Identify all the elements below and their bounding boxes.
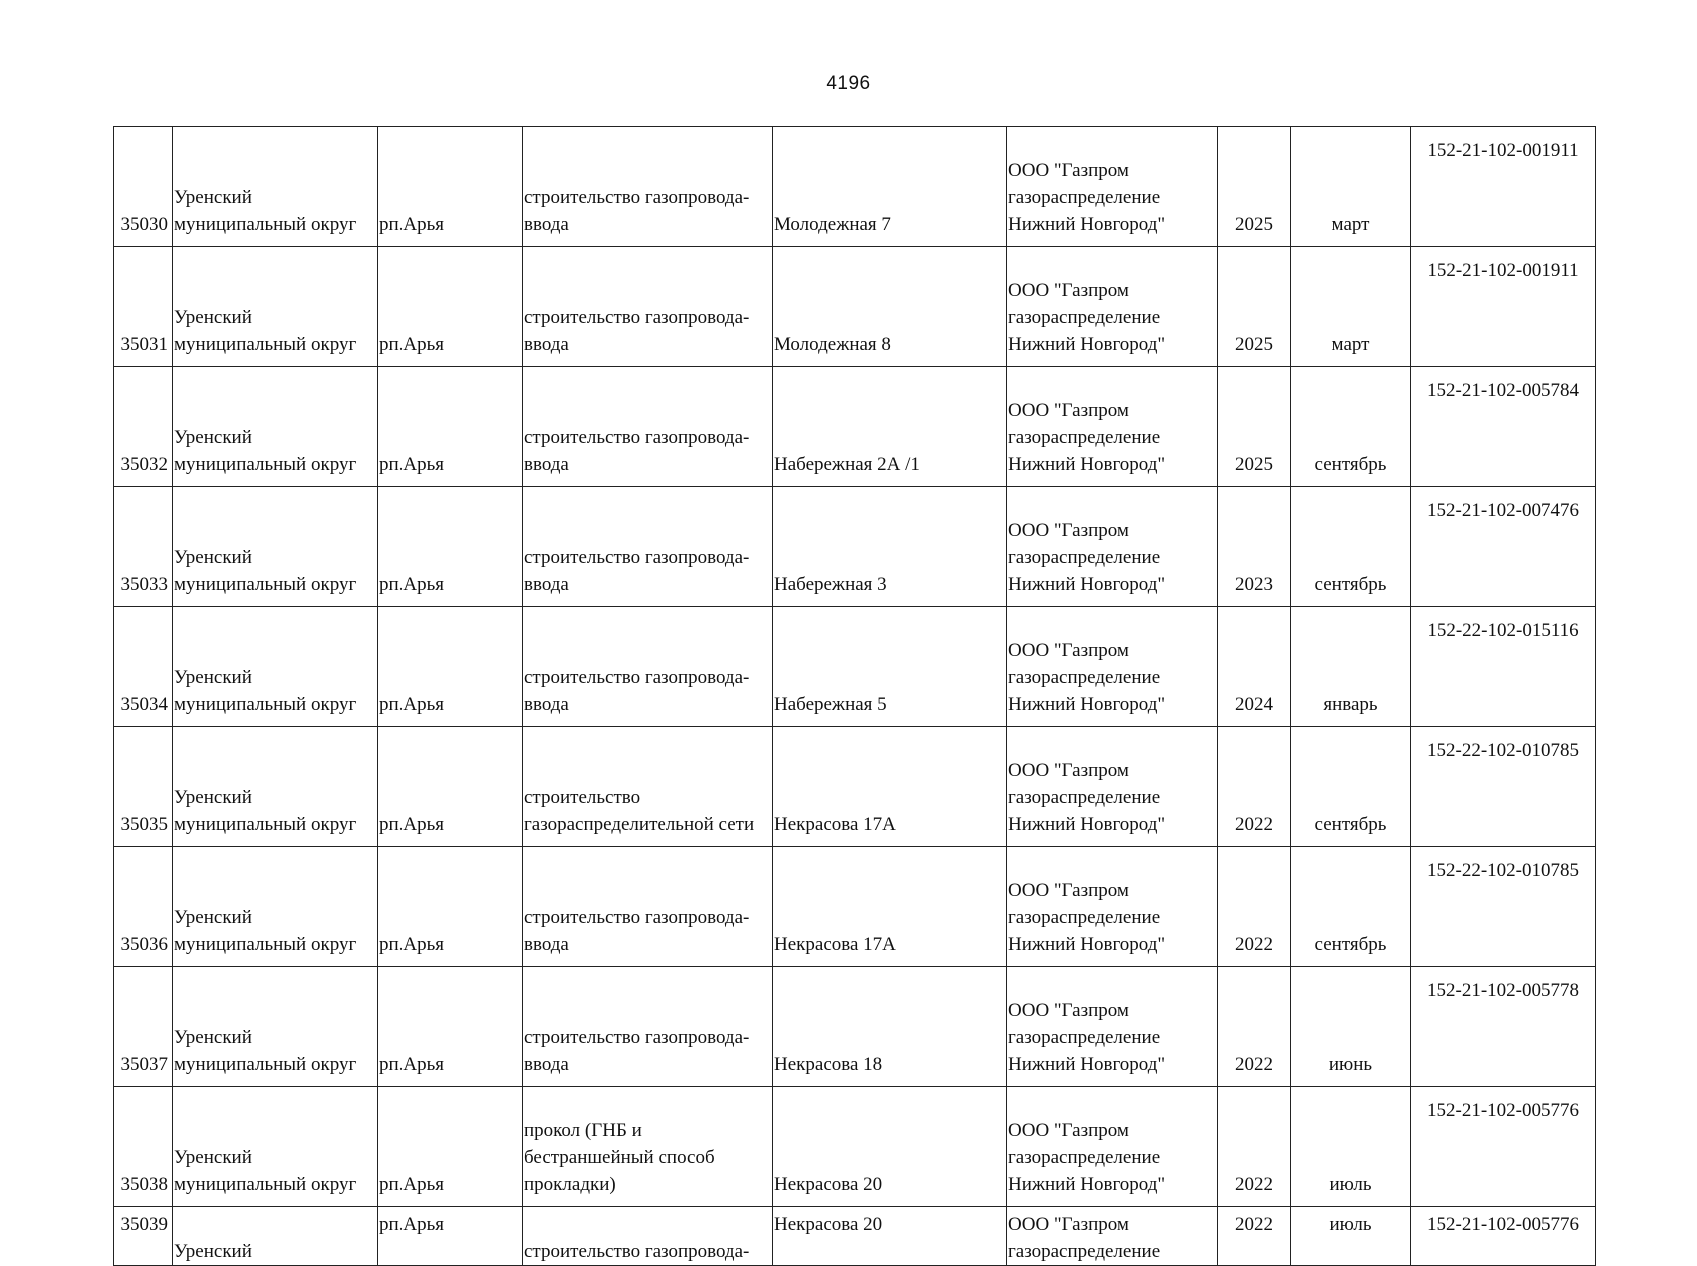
address-cell: Набережная 2А /1 xyxy=(773,367,1007,487)
row-number: 35031 xyxy=(114,247,173,367)
row-number: 35032 xyxy=(114,367,173,487)
district-cell xyxy=(173,487,378,607)
district-cell-line: муниципальный округ xyxy=(174,814,357,835)
year-cell: 2022 xyxy=(1218,727,1291,847)
work-type-cell-line: прокладки) xyxy=(524,1174,616,1195)
organization-cell xyxy=(1007,847,1218,967)
district-cell xyxy=(173,247,378,367)
organization-cell-line: газораспределение xyxy=(1008,667,1161,688)
row-number: 35037 xyxy=(114,967,173,1087)
organization-cell xyxy=(1007,1207,1218,1266)
district-cell-line: Уренский xyxy=(174,667,252,688)
table-row xyxy=(114,967,1596,1087)
district-cell-line: муниципальный округ xyxy=(174,214,357,235)
work-type-cell-line: ввода xyxy=(524,694,569,715)
district-cell xyxy=(173,607,378,727)
work-type-cell-line: строительство газопровода- xyxy=(524,667,750,688)
organization-cell-line: газораспределение xyxy=(1008,787,1161,808)
organization-cell-line: Нижний Новгород" xyxy=(1008,454,1166,475)
organization-cell xyxy=(1007,967,1218,1087)
month-cell: сентябрь xyxy=(1291,847,1411,967)
district-cell-line: муниципальный округ xyxy=(174,574,357,595)
row-number: 35033 xyxy=(114,487,173,607)
work-type-cell-line: прокол (ГНБ и xyxy=(524,1120,642,1141)
work-type-cell-line: бестраншейный способ xyxy=(524,1147,715,1168)
work-type-cell-line: газораспределительной сети xyxy=(524,814,755,835)
row-number: 35030 xyxy=(114,127,173,247)
district-cell-line: Уренский xyxy=(174,1027,252,1048)
organization-cell-line: газораспределение xyxy=(1008,907,1161,928)
organization-cell-line: Нижний Новгород" xyxy=(1008,1054,1166,1075)
address-cell: Некрасова 17А xyxy=(773,847,1007,967)
table-row xyxy=(114,127,1596,247)
work-type-cell-line: строительство газопровода- xyxy=(524,907,750,928)
district-cell-line: муниципальный округ xyxy=(174,334,357,355)
table-row xyxy=(114,1087,1596,1207)
organization-cell-line: газораспределение xyxy=(1008,547,1161,568)
settlement-cell: рп.Арья xyxy=(378,367,523,487)
year-cell: 2023 xyxy=(1218,487,1291,607)
month-cell: июль xyxy=(1291,1087,1411,1207)
settlement-cell: рп.Арья xyxy=(378,847,523,967)
organization-cell-line: Нижний Новгород" xyxy=(1008,214,1166,235)
row-number: 35034 xyxy=(114,607,173,727)
district-cell-line: Уренский xyxy=(174,187,252,208)
work-type-cell xyxy=(523,247,773,367)
organization-cell-line: ООО "Газпром xyxy=(1008,640,1129,661)
organization-cell-line: Нижний Новгород" xyxy=(1008,334,1166,355)
district-cell-line: муниципальный округ xyxy=(174,454,357,475)
work-type-cell xyxy=(523,967,773,1087)
row-number: 35039 xyxy=(114,1207,173,1266)
month-cell: январь xyxy=(1291,607,1411,727)
organization-cell-line: газораспределение xyxy=(1008,187,1161,208)
work-type-cell xyxy=(523,1087,773,1207)
work-type-cell-line: ввода xyxy=(524,934,569,955)
table-row xyxy=(114,367,1596,487)
organization-cell xyxy=(1007,367,1218,487)
table-row xyxy=(114,847,1596,967)
month-cell: июль xyxy=(1291,1207,1411,1266)
organization-cell-line: Нижний Новгород" xyxy=(1008,574,1166,595)
table-row xyxy=(114,727,1596,847)
organization-cell-line: ООО "Газпром xyxy=(1008,160,1129,181)
work-type-cell-line: строительство газопровода- xyxy=(524,307,750,328)
district-cell xyxy=(173,1087,378,1207)
address-cell: Некрасова 20 xyxy=(773,1207,1007,1266)
address-cell: Некрасова 18 xyxy=(773,967,1007,1087)
district-cell-line: Уренский xyxy=(174,907,252,928)
year-cell: 2022 xyxy=(1218,967,1291,1087)
settlement-cell: рп.Арья xyxy=(378,967,523,1087)
month-cell: март xyxy=(1291,247,1411,367)
address-cell: Некрасова 20 xyxy=(773,1087,1007,1207)
settlement-cell: рп.Арья xyxy=(378,487,523,607)
organization-cell xyxy=(1007,607,1218,727)
organization-cell-line: Нижний Новгород" xyxy=(1008,694,1166,715)
table-row xyxy=(114,487,1596,607)
year-cell: 2025 xyxy=(1218,247,1291,367)
organization-cell-line: газораспределение xyxy=(1008,307,1161,328)
organization-cell-line: Нижний Новгород" xyxy=(1008,934,1166,955)
district-cell: Уренский xyxy=(173,1207,378,1266)
district-cell-line: Уренский xyxy=(174,547,252,568)
work-type-cell xyxy=(523,847,773,967)
district-cell-line: муниципальный округ xyxy=(174,694,357,715)
organization-cell-line: ООО "Газпром xyxy=(1008,1000,1129,1021)
settlement-cell: рп.Арья xyxy=(378,607,523,727)
row-number: 35038 xyxy=(114,1087,173,1207)
organization-cell xyxy=(1007,487,1218,607)
address-cell: Молодежная 8 xyxy=(773,247,1007,367)
work-type-cell-line: строительство газопровода- xyxy=(524,1027,750,1048)
year-cell: 2025 xyxy=(1218,367,1291,487)
code-cell: 152-22-102-010785 xyxy=(1411,727,1596,847)
code-cell: 152-22-102-010785 xyxy=(1411,847,1596,967)
row-number: 35035 xyxy=(114,727,173,847)
year-cell: 2025 xyxy=(1218,127,1291,247)
code-cell: 152-21-102-005776 xyxy=(1411,1087,1596,1207)
settlement-cell: рп.Арья xyxy=(378,247,523,367)
organization-cell xyxy=(1007,127,1218,247)
district-cell xyxy=(173,967,378,1087)
work-type-cell-line: строительство газопровода- xyxy=(524,427,750,448)
month-cell: сентябрь xyxy=(1291,487,1411,607)
work-type-cell-line: строительство xyxy=(524,787,641,808)
organization-cell-line: ООО "Газпром xyxy=(1008,280,1129,301)
address-cell: Некрасова 17А xyxy=(773,727,1007,847)
settlement-cell: рп.Арья xyxy=(378,727,523,847)
row-number: 35036 xyxy=(114,847,173,967)
district-cell-line: муниципальный округ xyxy=(174,934,357,955)
month-cell: сентябрь xyxy=(1291,367,1411,487)
district-cell-line: муниципальный округ xyxy=(174,1054,357,1075)
address-cell: Молодежная 7 xyxy=(773,127,1007,247)
district-cell xyxy=(173,847,378,967)
settlement-cell: рп.Арья xyxy=(378,127,523,247)
table-body xyxy=(114,127,1596,1266)
year-cell: 2022 xyxy=(1218,1087,1291,1207)
work-type-cell-line: ввода xyxy=(524,574,569,595)
code-cell: 152-21-102-001911 xyxy=(1411,127,1596,247)
table-row xyxy=(114,247,1596,367)
code-cell: 152-22-102-015116 xyxy=(1411,607,1596,727)
work-type-cell xyxy=(523,367,773,487)
organization-cell-line: ООО "Газпром xyxy=(1008,520,1129,541)
settlement-cell: рп.Арья xyxy=(378,1087,523,1207)
district-cell-line: Уренский xyxy=(174,1147,252,1168)
organization-cell-line: газораспределение xyxy=(1008,427,1161,448)
organization-cell-line: Нижний Новгород" xyxy=(1008,814,1166,835)
organization-cell-line: ООО "Газпром xyxy=(1008,1214,1129,1235)
district-cell-line: Уренский xyxy=(174,427,252,448)
work-type-cell-line: ввода xyxy=(524,454,569,475)
code-cell: 152-21-102-001911 xyxy=(1411,247,1596,367)
address-cell: Набережная 5 xyxy=(773,607,1007,727)
table-row xyxy=(114,607,1596,727)
code-cell: 152-21-102-005784 xyxy=(1411,367,1596,487)
month-cell: сентябрь xyxy=(1291,727,1411,847)
work-type-cell-line: ввода xyxy=(524,1054,569,1075)
code-cell: 152-21-102-005776 xyxy=(1411,1207,1596,1266)
organization-cell-line: газораспределение xyxy=(1008,1241,1161,1262)
district-cell xyxy=(173,367,378,487)
work-type-cell xyxy=(523,727,773,847)
district-cell-line: Уренский xyxy=(174,787,252,808)
organization-cell xyxy=(1007,1087,1218,1207)
work-type-cell: строительство газопровода- xyxy=(523,1207,773,1266)
year-cell: 2022 xyxy=(1218,1207,1291,1266)
organization-cell xyxy=(1007,247,1218,367)
page-number: 4196 xyxy=(826,73,871,94)
code-cell: 152-21-102-005778 xyxy=(1411,967,1596,1087)
work-type-cell xyxy=(523,607,773,727)
organization-cell-line: ООО "Газпром xyxy=(1008,1120,1129,1141)
code-cell: 152-21-102-007476 xyxy=(1411,487,1596,607)
gasification-table xyxy=(113,126,1596,1266)
organization-cell-line: газораспределение xyxy=(1008,1027,1161,1048)
organization-cell-line: ООО "Газпром xyxy=(1008,400,1129,421)
work-type-cell-line: строительство газопровода- xyxy=(524,547,750,568)
month-cell: март xyxy=(1291,127,1411,247)
organization-cell-line: Нижний Новгород" xyxy=(1008,1174,1166,1195)
work-type-cell-line: ввода xyxy=(524,334,569,355)
organization-cell xyxy=(1007,727,1218,847)
work-type-cell xyxy=(523,127,773,247)
district-cell xyxy=(173,727,378,847)
work-type-cell-line: строительство газопровода- xyxy=(524,187,750,208)
district-cell-line: Уренский xyxy=(174,307,252,328)
district-cell xyxy=(173,127,378,247)
district-cell-line: муниципальный округ xyxy=(174,1174,357,1195)
year-cell: 2024 xyxy=(1218,607,1291,727)
address-cell: Набережная 3 xyxy=(773,487,1007,607)
organization-cell-line: ООО "Газпром xyxy=(1008,760,1129,781)
month-cell: июнь xyxy=(1291,967,1411,1087)
work-type-cell xyxy=(523,487,773,607)
organization-cell-line: газораспределение xyxy=(1008,1147,1161,1168)
organization-cell-line: ООО "Газпром xyxy=(1008,880,1129,901)
year-cell: 2022 xyxy=(1218,847,1291,967)
table-row xyxy=(114,1207,1596,1266)
work-type-cell-line: ввода xyxy=(524,214,569,235)
settlement-cell: рп.Арья xyxy=(378,1207,523,1266)
